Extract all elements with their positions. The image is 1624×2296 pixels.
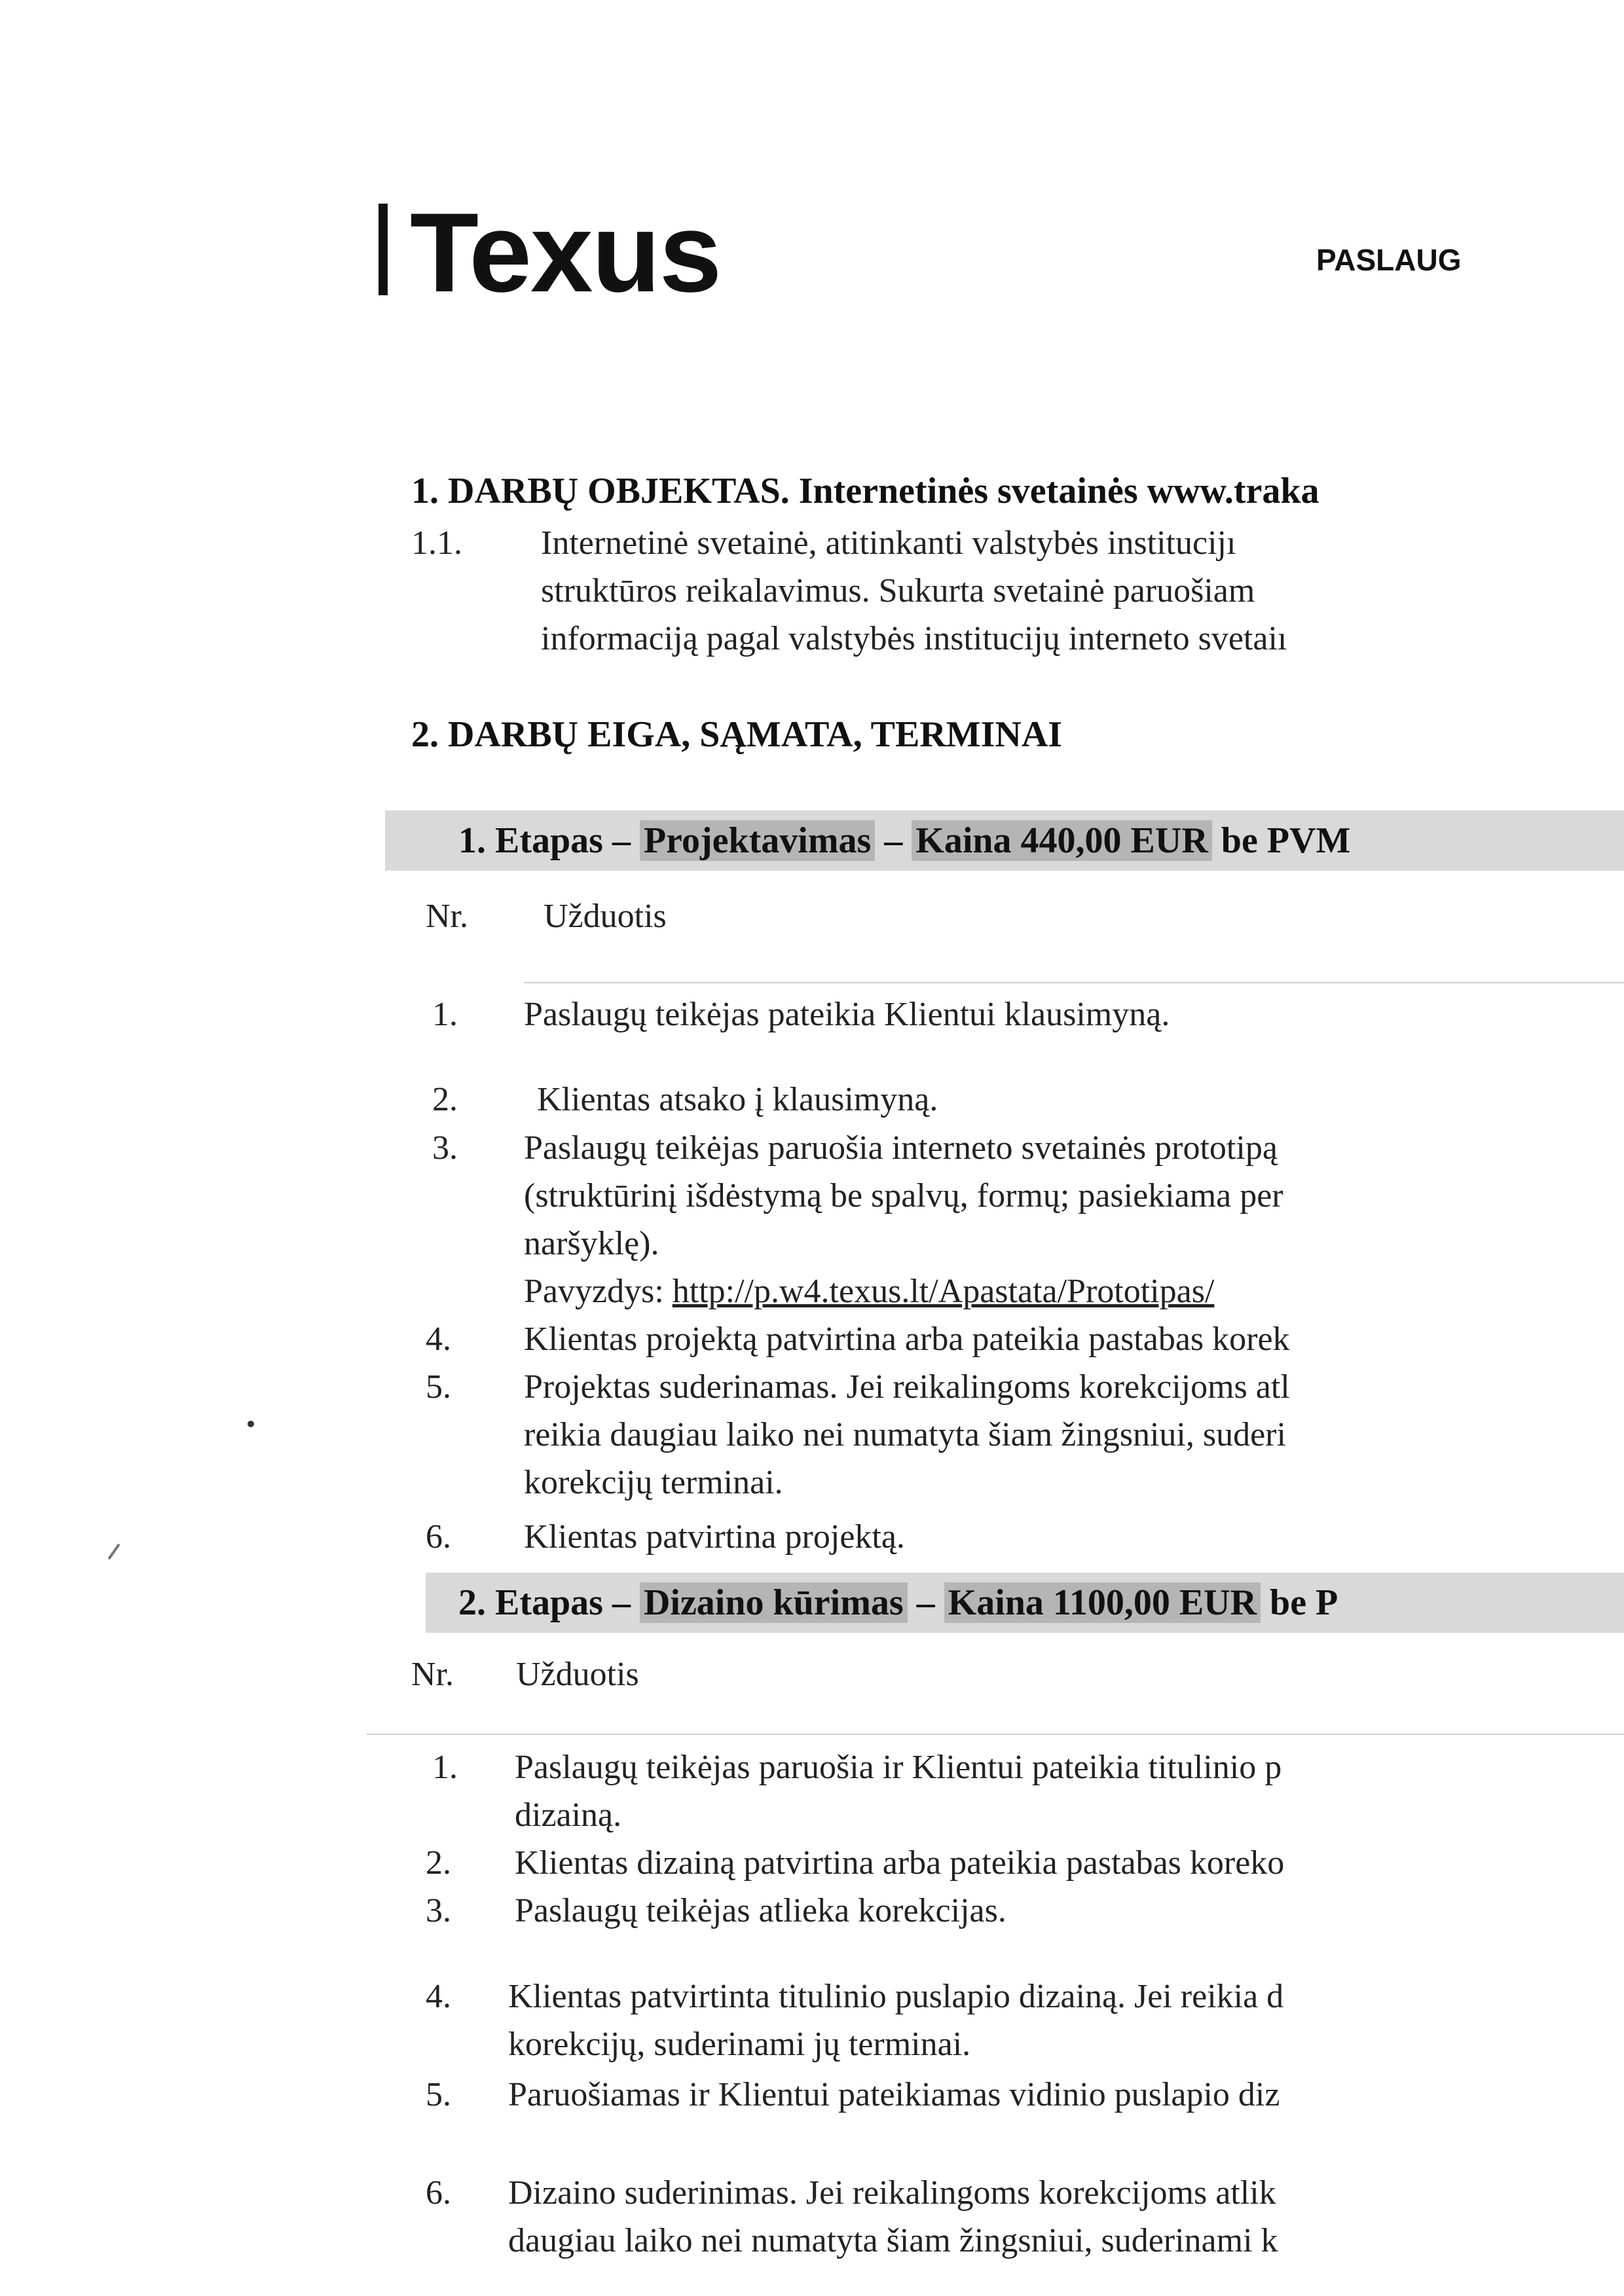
scan-speck [107,1543,120,1559]
stage-2-item-number: 4. [426,1978,451,2015]
stage-1-dash: – [875,820,912,861]
stage-2-name: Dizaino kūrimas [640,1582,908,1623]
stage-1-item-text: reikia daugiau laiko nei numatyta šiam žingsniui, suderi [524,1416,1286,1453]
stage-2-item-text: Paruošiamas ir Klientui pateikiamas vidinio puslapio diz [508,2076,1280,2113]
prototype-link[interactable]: http://p.w4.texus.lt/Apastata/Prototipas/ [672,1273,1215,1310]
stage-1-suffix: be PVM [1211,820,1351,861]
stage-2-dash: – [907,1582,944,1623]
stage-1-item-text: (struktūrinį išdėstymą be spalvų, formų; pasiekiama per [524,1177,1283,1214]
document-title: PASLAUG [1316,243,1462,277]
stage-1-item-text: Klientas patvirtina projektą. [524,1518,905,1556]
stage-2-item-number: 3. [426,1892,451,1929]
table-rule [524,982,1624,983]
section-1-1-number: 1.1. [411,524,462,562]
stage-2-col-nr: Nr. [411,1656,454,1693]
stage-1-item-text: Klientas atsako į klausimyną. [537,1081,938,1118]
table-rule [367,1734,1624,1735]
scan-speck [248,1421,254,1427]
stage-1-item-text: naršyklę). [524,1225,659,1262]
stage-2-item-number: 1. [432,1749,458,1786]
stage-1-label: 1. Etapas [458,820,603,861]
stage-2-price: Kaina 1100,00 EUR [944,1582,1261,1623]
example-prefix: Pavyzdys: [524,1273,673,1310]
stage-1-item-text: Projektas suderinamas. Jei reikalingoms korekcijoms atl [524,1368,1290,1406]
company-logo [378,190,721,316]
stage-2-suffix: be P [1261,1582,1338,1623]
section-1-1-line: Internetinė svetainė, atitinkanti valstybės institucijı [541,524,1236,562]
stage-2-col-task: Užduotis [516,1656,639,1693]
stage-2-item-number: 5. [426,2076,451,2113]
stage-2-item-text: Paslaugų teikėjas atlieka korekcijas. [515,1892,1006,1929]
stage-2-item-number: 2. [426,1844,451,1882]
section-2-title: 2. DARBŲ EIGA, SĄMATA, TERMINAI [411,714,1063,755]
stage-2-item-text: Klientas dizainą patvirtina arba pateikia pastabas koreko [515,1844,1285,1882]
stage-1-item-number: 5. [426,1368,451,1406]
stage-2-item-text: Klientas patvirtinta titulinio puslapio dizainą. Jei reikia d [508,1978,1284,2015]
stage-2-item-number: 6. [426,2174,451,2212]
stage-2-item-text: dizainą. [515,1796,622,1834]
section-1-1-line: informaciją pagal valstybės institucijų interneto svetaiı [541,620,1287,657]
stage-1-item-number: 2. [432,1081,458,1118]
stage-1-col-nr: Nr. [426,898,468,935]
stage-1-heading [458,820,1350,862]
stage-1-item-number: 4. [426,1321,451,1358]
section-1-title: 1. DARBŲ OBJEKTAS. Internetinės svetainės www.traka [411,471,1320,511]
stage-1-item-text: Paslaugų teikėjas pateikia Klientui klausimyną. [524,996,1170,1033]
stage-2-item-text: daugiau laiko nei numatyta šiam žingsniui, suderinami k [508,2222,1278,2259]
stage-1-item-text: Paslaugų teikėjas paruošia interneto svetainės prototipą [524,1129,1278,1167]
stage-2-item-text: korekcijų, suderinami jų terminai. [508,2026,971,2063]
stage-1-example [524,1272,1214,1311]
section-1-1-line: struktūros reikalavimus. Sukurta svetainė paruošiam [541,572,1255,610]
stage-1-name: Projektavimas [640,820,875,861]
logo-bar [378,204,388,295]
stage-1-price: Kaina 440,00 EUR [912,820,1212,861]
stage-1-item-number: 3. [432,1129,458,1167]
stage-2-item-text: Dizaino suderinimas. Jei reikalingoms korekcijoms atlik [508,2174,1276,2212]
stage-1-item-text: korekcijų terminai. [524,1464,783,1501]
logo-text: Texus [410,190,721,316]
stage-1-item-number: 1. [432,996,458,1033]
stage-1-item-text: Klientas projektą patvirtina arba pateikia pastabas korek [524,1321,1290,1358]
stage-1-col-task: Užduotis [544,898,667,935]
stage-1-dash: – [602,820,640,861]
stage-2-item-text: Paslaugų teikėjas paruošia ir Klientui pateikia titulinio p [515,1749,1282,1786]
stage-1-item-number: 6. [426,1518,451,1556]
stage-2-label: 2. Etapas [458,1582,603,1623]
stage-2-heading [458,1582,1338,1624]
stage-2-dash: – [602,1582,640,1623]
